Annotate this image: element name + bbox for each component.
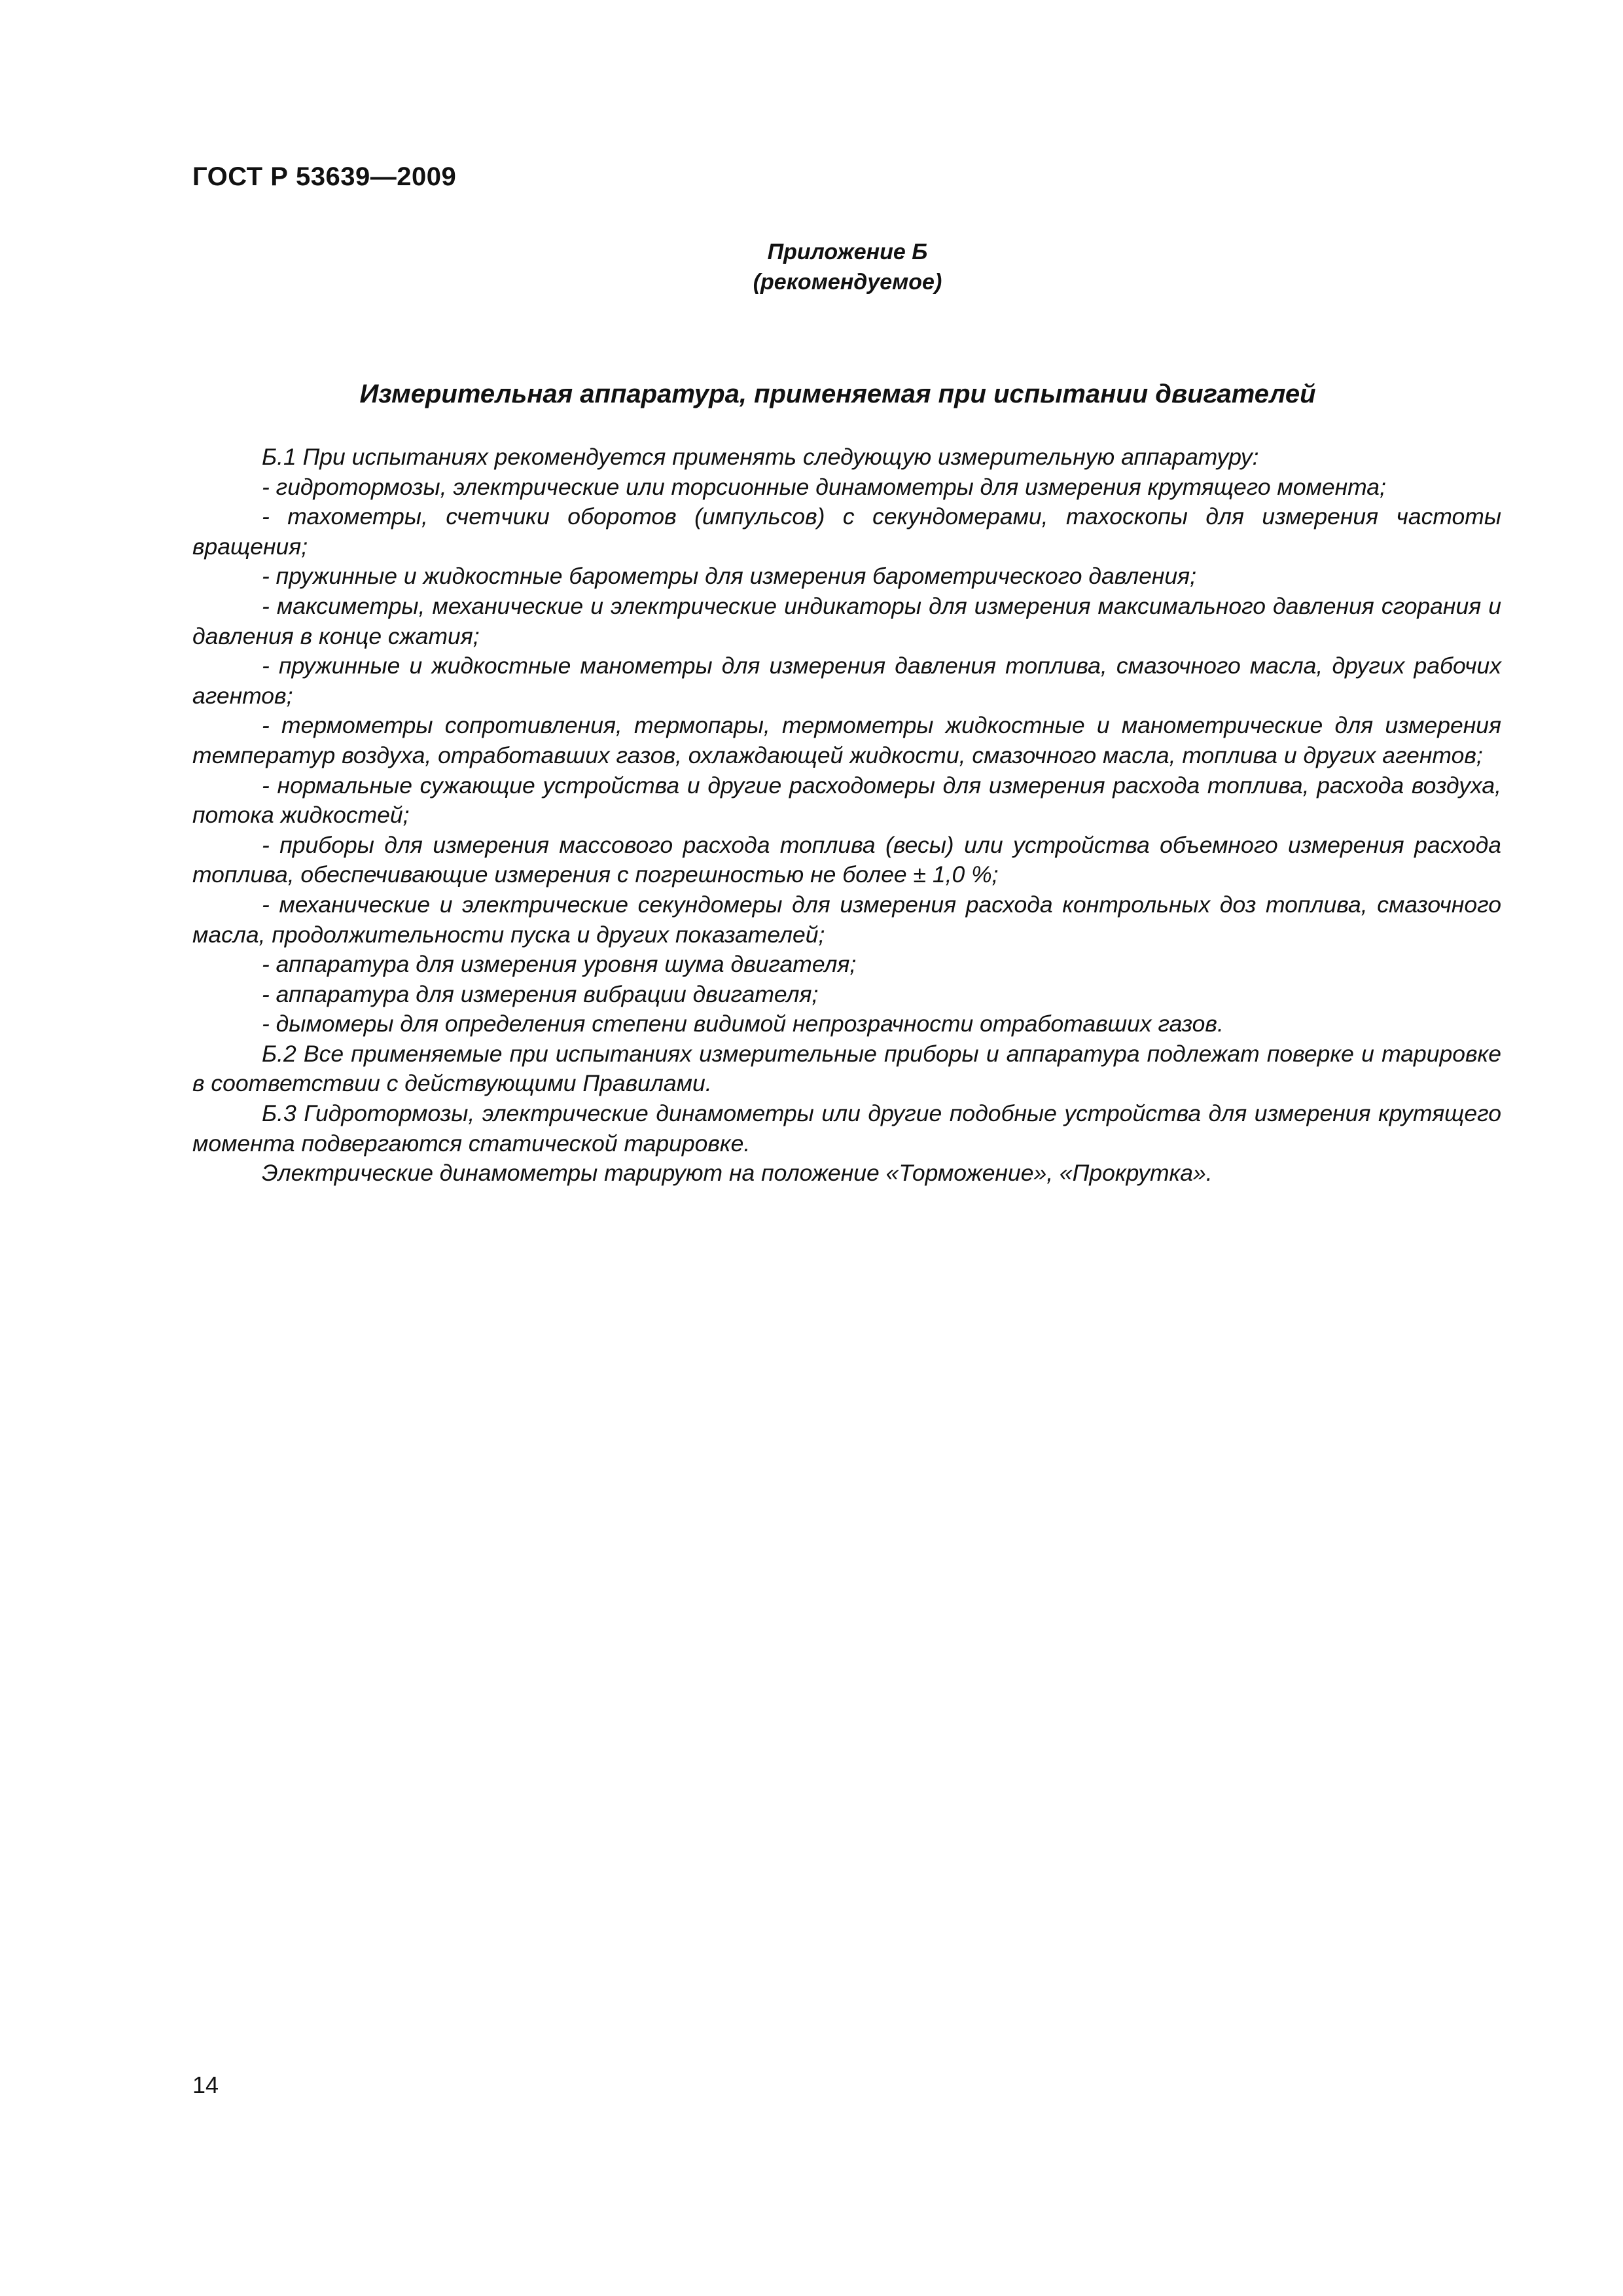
document-code: ГОСТ Р 53639—2009 [192, 162, 457, 191]
body-text [192, 442, 1501, 1189]
list-item-flowmeters: - нормальные сужающие устройства и другие расходомеры для измерения расхода топлива, расхода воздуха, потока жидкостей; [192, 772, 1501, 829]
paragraph-calibration: Электрические динамометры тарируют на положение «Торможение», «Прокрутка». [262, 1160, 1213, 1187]
list-item-vibration-equipment: - аппаратура для измерения вибрации двигателя; [262, 980, 819, 1007]
list-item-smoke-meters: - дымомеры для определения степени видимой непрозрачности отработавших газов. [262, 1011, 1224, 1037]
paragraph-b3: Б.3 Гидротормозы, электрические динамометры или другие подобные устройства для измерения крутящего момента подвергаются статической тарировке. [192, 1100, 1501, 1157]
paragraph-b2: Б.2 Все применяемые при испытаниях измерительные приборы и аппаратура подлежат поверке и тарировке в соответствии с действующими Правилами. [192, 1040, 1501, 1097]
paragraph-b1: Б.1 При испытаниях рекомендуется применять следующую измерительную аппаратуру: [262, 444, 1259, 470]
section-title: Измерительная аппаратура, применяемая при испытании двигателей [359, 380, 1316, 408]
list-item-thermometers: - термометры сопротивления, термопары, термометры жидкостные и манометрические для измерения температур воздуха, отработавших газов, охлаждающей жидкости, смазочного масла, топлива и других агентов; [192, 712, 1501, 768]
appendix-heading [0, 237, 1623, 297]
appendix-status: (рекомендуемое) [753, 270, 942, 295]
list-item-fuel-scales: - приборы для измерения массового расхода топлива (весы) или устройства объемного измерения расхода топлива, обеспечивающие измерения с погрешностью не более ± 1,0 %; [192, 831, 1501, 888]
list-item-barometers: - пружинные и жидкостные барометры для измерения барометрического давления; [262, 563, 1196, 590]
list-item-manometers: - пружинные и жидкостные манометры для измерения давления топлива, смазочного масла, других рабочих агентов; [192, 653, 1501, 709]
list-item-tachometers: - тахометры, счетчики оборотов (импульсов) с секундомерами, тахоскопы для измерения частоты вращения; [192, 503, 1501, 560]
list-item-hydrobrakes: - гидротормозы, электрические или торсионные динамометры для измерения крутящего момента; [262, 473, 1386, 500]
list-item-maximeters: - максиметры, механические и электрические индикаторы для измерения максимального давления сгорания и давления в конце сжатия; [192, 592, 1501, 649]
list-item-stopwatches: - механические и электрические секундомеры для измерения расхода контрольных доз топлива, смазочного масла, продолжительности пуска и других показателей; [192, 891, 1501, 948]
page-number: 14 [192, 2072, 219, 2098]
list-item-noise-equipment: - аппаратура для измерения уровня шума двигателя; [262, 951, 857, 978]
appendix-title: Приложение Б [767, 240, 928, 264]
